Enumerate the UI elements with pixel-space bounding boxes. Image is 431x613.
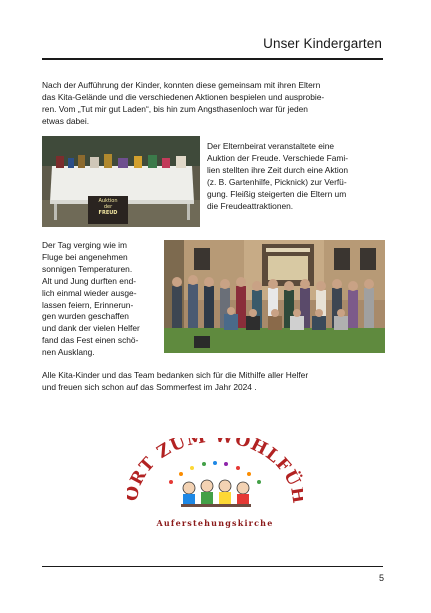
footer-divider <box>42 566 383 567</box>
paragraph-auction <box>207 141 385 212</box>
text-line: Nach der Aufführung der Kinder, konnten diese gemeinsam mit ihren Eltern <box>42 80 321 90</box>
text-line: Alt und Jung durften end- <box>42 275 137 286</box>
text-line: Fluge bei angenehmen <box>42 251 128 262</box>
text-line: und freuen sich schon auf das Sommerfest im Jahr 2024 . <box>42 381 257 392</box>
text-line: (z. B. Gartenhilfe, Picknick) zur Verfü- <box>207 176 347 187</box>
photo-auction-table <box>42 136 200 227</box>
auction-sign <box>90 198 126 216</box>
text-line: die Freudeattraktionen. <box>207 200 294 211</box>
logo-arc-text: RT ZUM OHLFÜ <box>127 438 303 491</box>
text-line: das Kita-Gelände und die verschiedenen Aktionen bespielen und ausprobie- <box>42 91 325 102</box>
text-line: etwas dabei. <box>42 115 90 126</box>
paragraph-intro <box>42 80 384 128</box>
text-line: und dank der vielen Helfer <box>42 323 140 334</box>
logo-subtitle: Auferstehungskirche <box>156 518 274 528</box>
text-line: ren. Vom „Tut mir gut Laden“, bis hin zum Angsthasenloch war für jeden <box>42 103 308 114</box>
paragraph-thanks <box>42 370 384 394</box>
text-line: lien stellten ihre Zeit durch eine Aktion <box>207 164 349 175</box>
text-line: Auktion der Freude. Verschiede Fami- <box>207 152 349 163</box>
text-line: nen Ausklang. <box>42 347 95 358</box>
header-divider <box>42 58 383 60</box>
text-line: Der Elternbeirat veranstaltete eine <box>207 141 335 151</box>
header-title: Unser Kindergarten <box>263 36 382 51</box>
paragraph-day-summary <box>42 240 164 359</box>
text-line: gen wurden geschaffen <box>42 311 129 322</box>
text-line: gung. Fleißig steigerten die Eltern um <box>207 188 347 199</box>
sign-line: Auktion <box>98 198 118 204</box>
text-line: Alle Kita-Kinder und das Team bedanken sich für die Mithilfe aller Helfer <box>42 370 309 380</box>
page-number: 5 <box>378 573 384 583</box>
text-line: sonnigen Temperaturen. <box>42 263 133 274</box>
photo-group-helpers <box>164 240 385 353</box>
sign-line: der <box>103 204 113 210</box>
text-line: fand das Fest einen schö- <box>42 335 139 346</box>
kindergarten-logo <box>127 438 303 534</box>
text-line: Der Tag verging wie im <box>42 240 128 250</box>
text-line: lich einmal wieder ausge- <box>42 287 137 298</box>
text-line: lassen feiern, Erinnerun- <box>42 299 134 310</box>
sign-line: FREUD <box>98 210 118 216</box>
